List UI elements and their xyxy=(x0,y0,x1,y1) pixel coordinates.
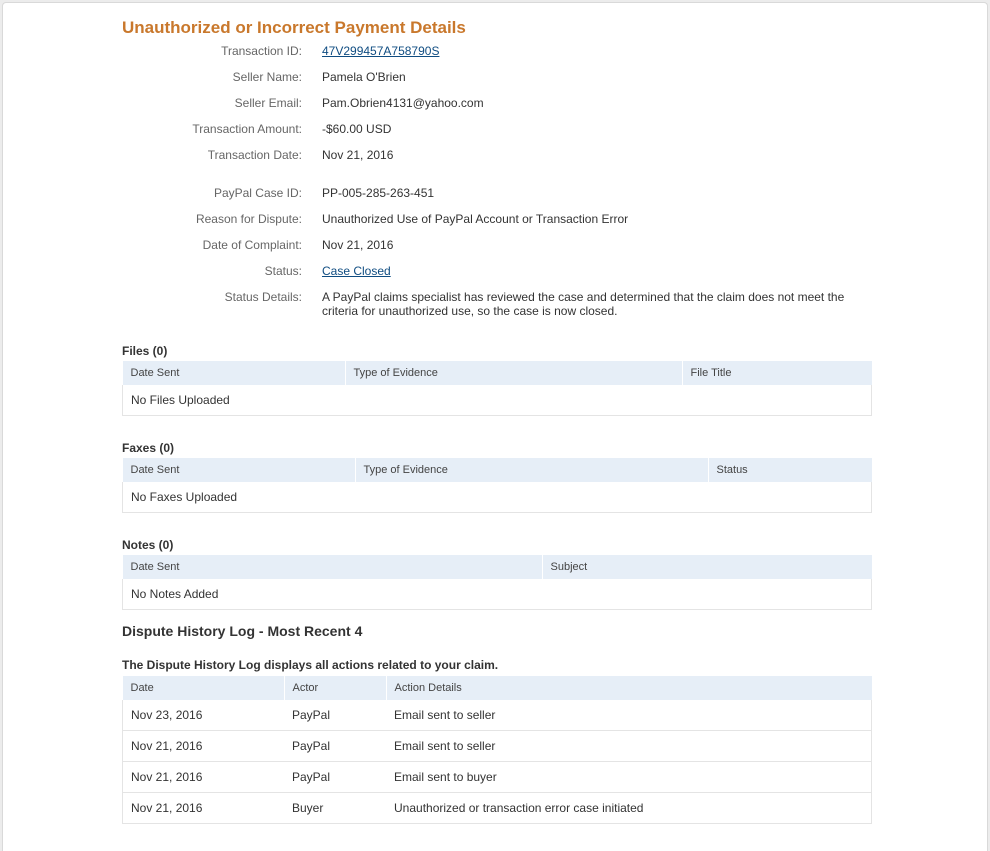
complaint-date-value: Nov 21, 2016 xyxy=(322,238,394,252)
dispute-reason-value: Unauthorized Use of PayPal Account or Transaction Error xyxy=(322,212,629,226)
detail-row-amount xyxy=(122,122,872,148)
log-action: Email sent to buyer xyxy=(386,762,872,793)
transaction-details xyxy=(122,44,872,318)
notes-table xyxy=(122,555,872,610)
column-header: Date Sent xyxy=(123,555,543,579)
seller-name-value: Pamela O'Brien xyxy=(322,70,406,84)
case-id-value: PP-005-285-263-451 xyxy=(322,186,435,200)
notes-title: Notes (0) xyxy=(122,538,174,552)
column-header: Actor xyxy=(284,676,386,700)
detail-label: Transaction Amount: xyxy=(192,122,302,136)
dispute-details-panel xyxy=(2,2,988,851)
column-header: Action Details xyxy=(386,676,872,700)
transaction-id-link[interactable]: 47V299457A758790S xyxy=(322,44,440,58)
files-section xyxy=(122,344,872,416)
history-log-section xyxy=(122,622,872,824)
column-header: Type of Evidence xyxy=(345,361,682,385)
empty-message: No Notes Added xyxy=(123,579,872,610)
files-table xyxy=(122,361,872,416)
detail-row-reason xyxy=(122,212,872,238)
status-link[interactable]: Case Closed xyxy=(322,264,391,278)
files-title: Files (0) xyxy=(122,344,168,358)
detail-row-status xyxy=(122,264,872,290)
detail-label: Reason for Dispute: xyxy=(195,212,302,226)
column-header: Subject xyxy=(542,555,872,579)
column-header: Status xyxy=(708,458,872,482)
table-row xyxy=(123,731,872,762)
notes-section xyxy=(122,538,872,610)
detail-label: Date of Complaint: xyxy=(202,238,302,252)
column-header: Date xyxy=(123,676,285,700)
detail-row-complaint-date xyxy=(122,238,872,264)
empty-message: No Files Uploaded xyxy=(123,385,872,416)
empty-message: No Faxes Uploaded xyxy=(123,482,872,513)
transaction-amount-value: -$60.00 USD xyxy=(322,122,392,136)
history-log-subtitle: The Dispute History Log displays all actions related to your claim. xyxy=(122,658,499,672)
log-date: Nov 23, 2016 xyxy=(123,700,285,731)
log-actor: PayPal xyxy=(284,731,386,762)
column-header: File Title xyxy=(682,361,872,385)
detail-row-transaction-id xyxy=(122,44,872,70)
column-header: Type of Evidence xyxy=(355,458,708,482)
log-actor: Buyer xyxy=(284,793,386,824)
history-log-title: Dispute History Log - Most Recent 4 xyxy=(122,623,363,639)
detail-row-case-id xyxy=(122,186,872,212)
detail-row-transaction-date xyxy=(122,148,872,174)
detail-label: Transaction Date: xyxy=(207,148,302,162)
history-log-table xyxy=(122,676,872,824)
seller-email-value: Pam.Obrien4131@yahoo.com xyxy=(322,96,484,110)
detail-row-status-details xyxy=(122,290,872,318)
log-date: Nov 21, 2016 xyxy=(123,793,285,824)
detail-label: PayPal Case ID: xyxy=(213,186,302,200)
table-row xyxy=(123,793,872,824)
table-row xyxy=(123,762,872,793)
log-date: Nov 21, 2016 xyxy=(123,762,285,793)
detail-label: Seller Name: xyxy=(232,70,302,84)
detail-row-seller-email xyxy=(122,96,872,122)
log-date: Nov 21, 2016 xyxy=(123,731,285,762)
faxes-title: Faxes (0) xyxy=(122,441,175,455)
detail-label: Status: xyxy=(264,264,302,278)
log-actor: PayPal xyxy=(284,762,386,793)
transaction-date-value: Nov 21, 2016 xyxy=(322,148,394,162)
content xyxy=(122,17,872,824)
log-action: Email sent to seller xyxy=(386,700,872,731)
column-header: Date Sent xyxy=(123,458,356,482)
faxes-table xyxy=(122,458,872,513)
page-title: Unauthorized or Incorrect Payment Details xyxy=(122,18,466,37)
status-details-value: A PayPal claims specialist has reviewed the case and determined that the claim does not meet the criteria for unauthorized use, so the case is now closed. xyxy=(322,290,845,318)
detail-label: Seller Email: xyxy=(234,96,302,110)
detail-label: Transaction ID: xyxy=(221,44,302,58)
faxes-section xyxy=(122,441,872,513)
log-action: Unauthorized or transaction error case initiated xyxy=(386,793,872,824)
detail-row-seller-name xyxy=(122,70,872,96)
column-header: Date Sent xyxy=(123,361,346,385)
log-action: Email sent to seller xyxy=(386,731,872,762)
log-actor: PayPal xyxy=(284,700,386,731)
detail-label: Status Details: xyxy=(224,290,302,304)
table-row xyxy=(123,700,872,731)
